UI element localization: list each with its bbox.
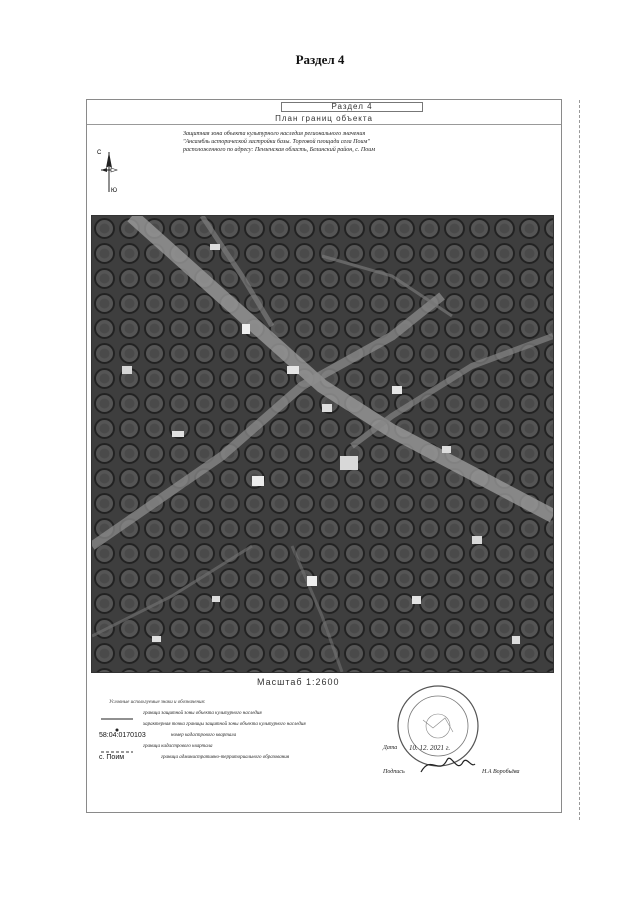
legend-dashed-symbol [99, 743, 135, 751]
legend-item-text: граница административно-территориального образования [161, 755, 290, 760]
legend-point-symbol [99, 721, 135, 729]
description-line-3: расположенного по адресу: Пензенская область, Белинский район, с. Поим [183, 147, 376, 153]
date-label: Дата [383, 745, 398, 751]
page-fold-line [579, 100, 581, 820]
legend-cadastral-number: 58:04:0170103 [99, 732, 146, 739]
signature-label: Подпись [383, 769, 405, 775]
description-line-2: "Ансамбль исторической застройки базы. Торговой площади села Поим" [183, 139, 370, 145]
sheet-title: Раздел 4 [281, 102, 423, 112]
signer-name: Н.А Воробьёва [482, 769, 520, 775]
section-heading: Раздел 4 [295, 52, 345, 67]
compass-icon [97, 146, 121, 200]
divider [87, 124, 561, 125]
sheet-subtitle: План границ объекта [275, 114, 373, 123]
legend-settlement-label: с. Поим [99, 754, 125, 761]
plan-sheet [86, 99, 562, 813]
legend-item-text: граница защитной зоны объекта культурного наследия [143, 711, 262, 716]
date-value: 10. 12. 2021 г. [409, 744, 451, 752]
compass-north-label: С [97, 150, 102, 156]
handwritten-signature-icon [417, 750, 477, 785]
legend-item-text: граница кадастрового квартала [143, 744, 213, 749]
legend-title: Условные используемые знаки и обозначения: [109, 700, 206, 705]
legend-item-text: номер кадастрового квартала [171, 733, 237, 738]
map-scale: Масштаб 1:2600 [257, 677, 340, 687]
aerial-map-image [91, 215, 554, 673]
legend-line-symbol [99, 710, 135, 718]
legend-item-text: характерная точка границы защитной зоны объекта культурного наследия [143, 722, 306, 727]
description-line-1: Защитная зона объекта культурного наследия регионального значения [183, 131, 366, 137]
compass-south-label: Ю [111, 188, 118, 194]
